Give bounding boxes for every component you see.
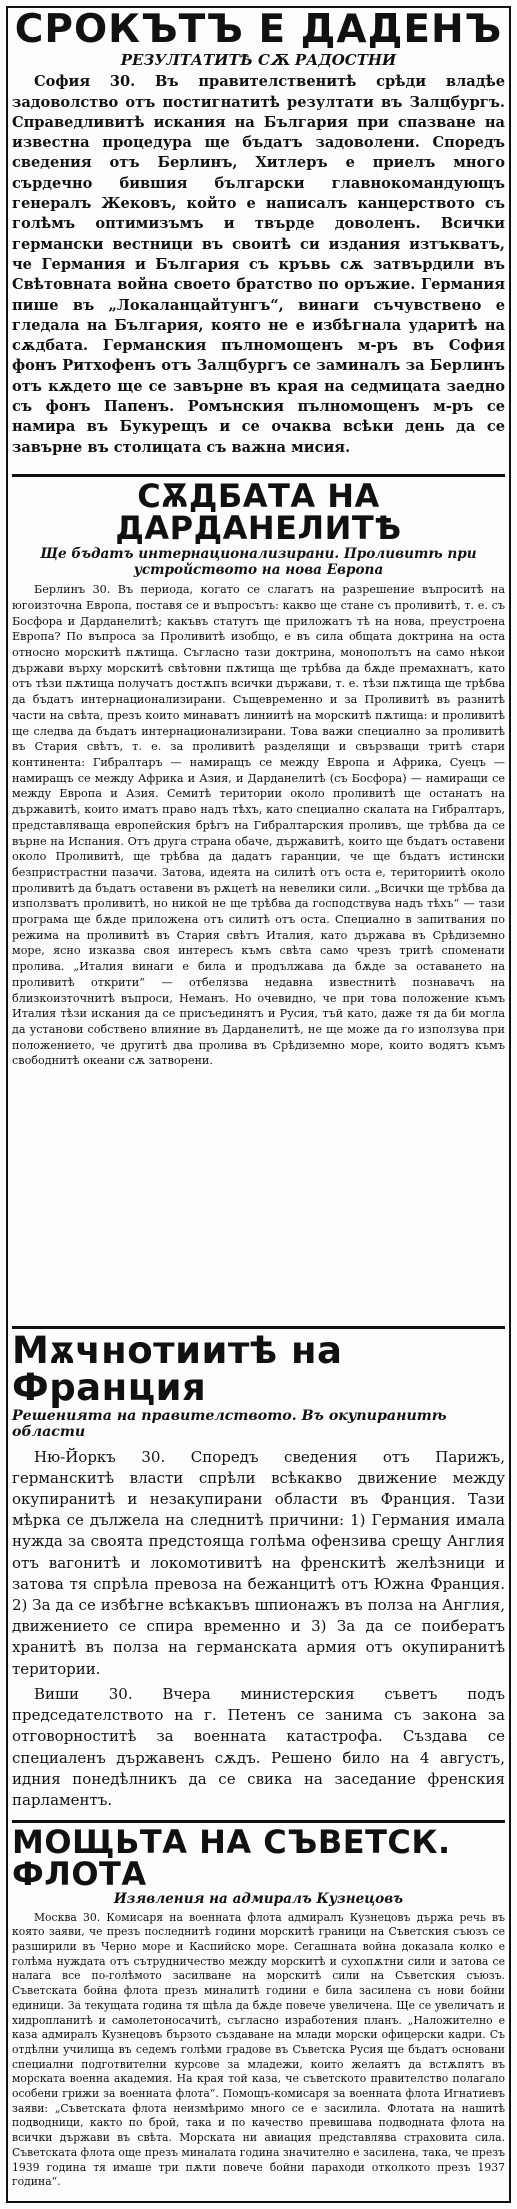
subheadline: РЕЗУЛТАТИТѢ СѪ РАДОСТНИ bbox=[120, 51, 397, 69]
article-body: София 30. Въ правителственитѣ срѣди владѣе задоволство отъ постигнатитѣ резултати въ Залцбургъ. Справедливитѣ искания на България при спазване на известна процедура ще бъдатъ задоволени. Споредъ сведения отъ Берлинъ, Хитлеръ е приелъ много сърдечно бившия български главнокомандующъ генералъ Жековъ, който е написалъ канцерството съ голѣмъ оптимизъмъ и твърде доволенъ. Всички германски вестници въ своитѣ си издания изтъкватъ, че Германия и България съ кръвь сѫ затвърдили въ Свѣтовната война своето братство по оръжие. Германия пише въ „Локаланцайтунгъ“, винаги съчувствено е гледала на България, която не е избѣгнала ударитѣ на сѫдбата. Германския пълномощенъ м-ръ въ София фонъ Ритхофенъ отъ Залцбургъ се заминалъ за Берлинъ отъ кѫдето ще се завърне въ края на седмицата заедно съ фонъ Папенъ. Ромънския пълномощенъ м-ръ се намира въ Букурещъ и се очаква всѣки день да се завърне въ столицата съ важна мисия. bbox=[12, 73, 505, 456]
subheadline: Ще бъдатъ интернационализирани. Проливитѣ при устройството на нова Европа bbox=[40, 546, 477, 578]
article-body: Берлинъ 30. Въ периода, когато се слагатъ на разрешение въпроситѣ на югоизточна Европа, поставя се и въпросътъ: какво ще стане съ проливитѣ, т. е. съ Босфора и Дарданелитѣ; какъвъ статутъ ще приложатъ тѣ на нова, преустроена Европа? По въпроса за Проливитѣ изобщо, е въ сила общата доктрина на оста относно морскитѣ пѫтища. Съгласно тази доктрина, монополътъ на само нѣкои държави върху морскитѣ свѣтовни пѫтища ще трѣбва да бѫде премахнатъ, като отъ тѣзи пѫтища получатъ достѫпъ всички държави, т. е. тѣзи пѫтища ще трѣбва да бъдатъ интернационализирани. Същевременно и за Проливитѣ въ разнитѣ части на свѣта, презъ които минаватъ линиитѣ на морскитѣ пѫтища: и проливитѣ ще следва да бъдатъ интернационализирани. Това важи специално за проливитѣ въ Стария свѣтъ, т. е. за проливитѣ разделящи и свързващи тритѣ стари континента: Гибралтаръ — намиращъ се между Европа и Африка, Суецъ — намиращъ се между Африка и Азия, и Дарданелитѣ (съ Босфора) — намиращи се между Европа и Азия. Семитѣ територии около проливитѣ ще останатъ на държавитѣ, които иматъ право надъ тѣхъ, като специално скалата на Гибралтаръ, представляваща европейския брѣгъ на Гибралтарския проливъ, ще трѣбва да се върне на Испания. Отъ друга страна обаче, държавитѣ, които ще бъдатъ оставени около Проливитѣ, ще трѣбва да дадатъ гаранции, че ще бъдатъ истински безпристрастни пазачи. Затова, идеята на силитѣ отъ оста е, териториитѣ около проливитѣ да бъдатъ оставени въ рѫцетѣ на невелики сили. „Всички ще трѣбва да използватъ проливитѣ, но никой не ще трѣбва да господствува надъ тѣхъ“ — тази програма ще бѫде приложена отъ силитѣ отъ оста. Специално в запитвания по режима на проливитѣ въ Стария свѣтъ Италия, като държава въ Срѣдиземно море, ясно изказва своя интересъ къмъ свѣта само чрезъ тритѣ споменати пролива. „Италия винаги е била и продължава да бѫде за оставането на проливитѣ открити“ — отбелязва недавна известнитѣ познавачъ на близкоизточнитѣ въпроси, Неманъ. Но очевидно, че при това положение къмъ Италия тѣзи искания да се присъединятъ и Русия, тъй като, даже тя да би могла да установи собствено влияние въ Дарданелитѣ, не ще може да го използува при положението, че другитѣ два пролива въ Срѣдиземно море, които водятъ къмъ свободнитѣ океани сѫ затворени. bbox=[12, 583, 505, 1068]
headline: СѪДБАТА НА ДАРДАНЕЛИТѢ bbox=[115, 477, 402, 547]
article-franciya bbox=[12, 1329, 505, 1811]
article-paragraph: Ню-Йоркъ 30. Споредъ сведения отъ Парижъ, германскитѣ власти спрѣли всѣкакво движение между окупиранитѣ и незакупирани области въ Франция. Тази мѣрка се дължела на следнитѣ причини: 1) Германия имала нужда за своята предстояща голѣма офензива срещу Англия отъ вагонитѣ и локомотивитѣ на френскитѣ желѣзници и затова тя спрѣла превоза на бежанцитѣ отъ Южна Франция. 2) За да се избѣгне всѣкакъвъ шпионажъ въ полза на Англия, движението се спира временно и 3) За да се поибератъ хранитѣ въ полза на германската армия отъ окупиранитѣ територии. bbox=[12, 1447, 505, 1678]
article-paragraph: Виши 30. Вчера министерския съветъ подъ председателството на г. Петенъ се занима съ закона за отговорноститѣ за военната катастрофа. Създава се специаленъ държавенъ сѫдъ. Решено било на 4 августъ, идния понедѣлникъ да се свика на заседание френския парламентъ. bbox=[12, 1684, 505, 1809]
headline: СРОКЪТЪ Е ДАДЕНЪ bbox=[14, 7, 503, 52]
article-body: Москва 30. Комисаря на военната флота адмиралъ Кузнецовъ държа речь въ която заяви, че презъ последнитѣ години морскитѣ граници на Съветския съюзъ се разширили въ Черно море и Каспийско море. Сегашната война доказала колко е голѣма нуждата отъ сътрудничество между морскитѣ и сухопѫтни сили и затова се налага все по-голѣмото засилване на морскитѣ сили на Съветския съюзъ. Съветската бойна флота презъ миналитѣ години е била засилена съ нови бойни единици. За текущата година тя щѣла да бѫде повече увеличена. Ще се увеличатъ и хидропланитѣ и самолетоносачитѣ, съгласно изработения планъ. „Наложително е каза адмиралъ Кузнецовъ бързото създаване на млади морски офицерски кадри. Съ отдѣлни училища въ седемъ голѣми градове въ Съветска Русия ще бъдатъ основани специални подготвителни курсове за младежи, които желаятъ да встѫпятъ въ морската военна академия. На края той каза, че съветското правителство полагало особени грижи за военната флота“. Помощъ-комисаря за военната флота Игнатиевъ заяви: „Съветската флота неизмѣримо много се е засилила. Флотата на нашитѣ подводници, както по брой, така и по качество превишава подводната флота на всички държави въ свѣта. Морската ни авиация представлява страховита сила. Съветската флота още презъ миналата година значително е засилена, така, че презъ 1939 година тя имаше три пѫти повече бойни параходи отколкото презъ 1937 година“. bbox=[12, 1910, 505, 2189]
headline: МОЩЬТА НА СЪВЕТСК. ФЛОТА bbox=[12, 1823, 451, 1893]
headline: Мѫчнотиитѣ на Франция bbox=[12, 1329, 343, 1409]
article-srokat bbox=[12, 7, 505, 458]
subheadline: Изявления на адмиралъ Кузнецовъ bbox=[113, 1891, 404, 1907]
article-savetski-flot bbox=[12, 1823, 505, 2190]
subheadline: Решенията на правителството. Въ окупиранитѣ области bbox=[12, 1408, 447, 1441]
article-dardanelite bbox=[12, 477, 505, 1069]
